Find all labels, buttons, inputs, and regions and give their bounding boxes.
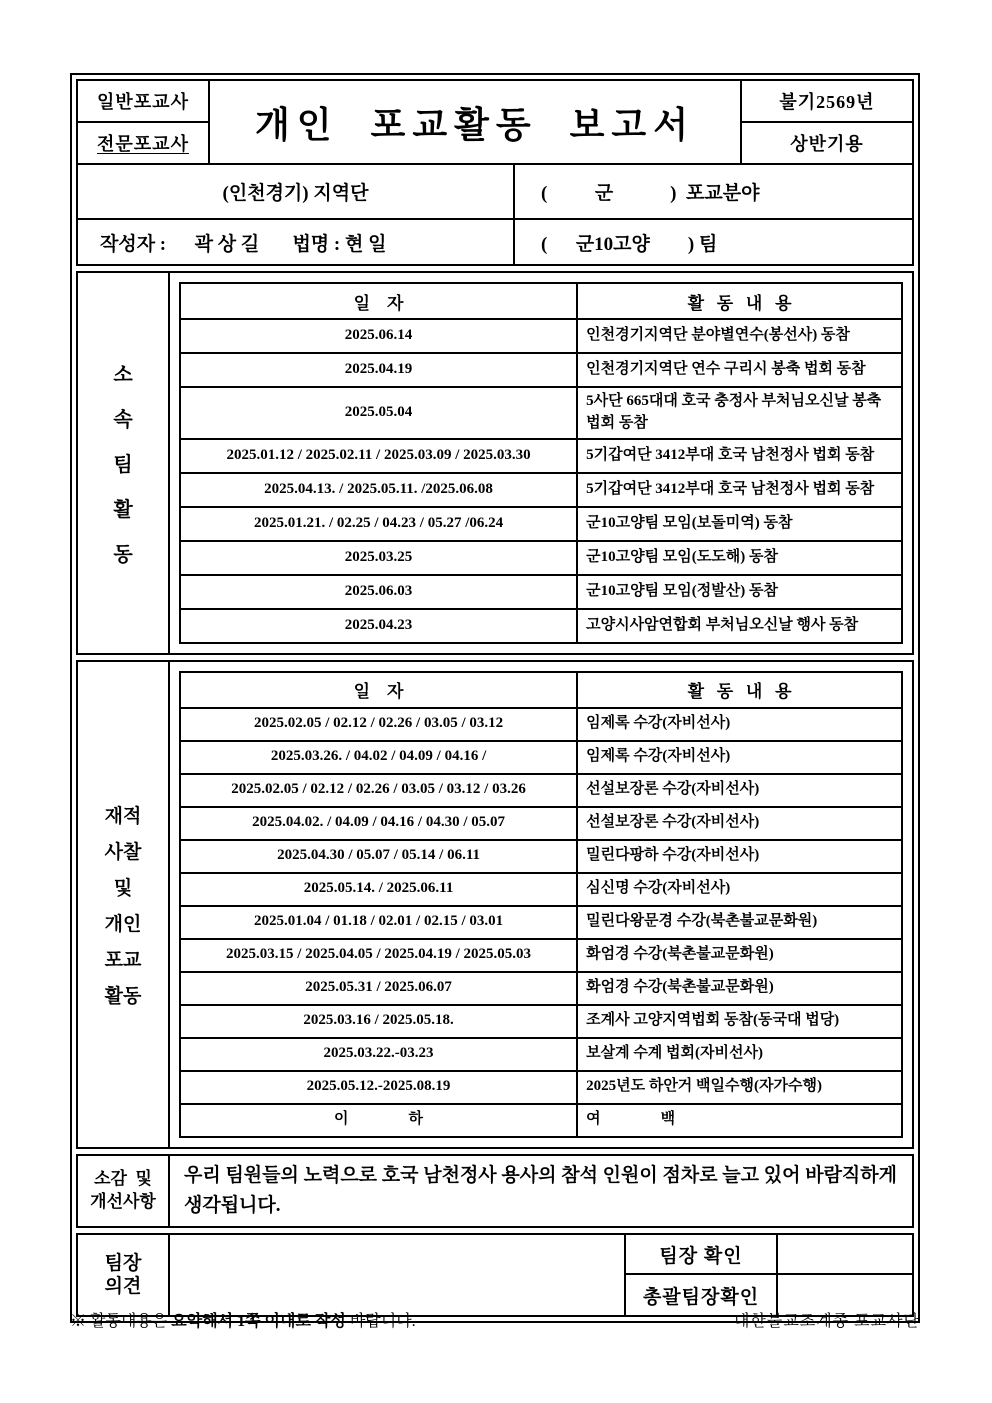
label-char: 동 <box>113 544 133 567</box>
team-activity-row <box>180 439 902 473</box>
activity-date: 2025.02.05 / 02.12 / 02.26 / 03.05 / 03.12 <box>180 708 577 741</box>
activity-description: 여 백 <box>577 1104 902 1137</box>
section-team-label <box>78 273 170 653</box>
activity-description: 밀린다팡하 수강(자비선사) <box>577 840 902 873</box>
activity-date: 이 하 <box>180 1104 577 1137</box>
activity-date: 2025.04.30 / 05.07 / 05.14 / 06.11 <box>180 840 577 873</box>
activity-date: 2025.05.31 / 2025.06.07 <box>180 972 577 1005</box>
label-line: 및 <box>113 877 133 899</box>
personal-activity-row <box>180 840 902 873</box>
table-header-row <box>180 672 902 708</box>
activity-description: 5기갑여단 3412부대 호국 남천정사 법회 동참 <box>577 439 902 473</box>
activity-date: 2025.05.12.-2025.08.19 <box>180 1071 577 1104</box>
badge-general-missionary: 일반포교사 <box>78 81 208 123</box>
footer <box>70 1308 920 1331</box>
activity-description: 군10고양팀 모임(도도해) 동참 <box>577 541 902 575</box>
activity-date: 2025.04.19 <box>180 353 577 387</box>
opinion-label-line2: 의견 <box>104 1276 142 1298</box>
label-line: 사찰 <box>104 841 142 863</box>
footer-note-emphasis: 요약해서 1쪽 이내로 작성 <box>171 1313 346 1330</box>
activity-description: 군10고양팀 모임(보돌미역) 동참 <box>577 507 902 541</box>
personal-activity-row <box>180 741 902 774</box>
column-header-activity: 활 동 내 용 <box>577 672 902 708</box>
activity-description: 2025년도 하안거 백일수행(자가수행) <box>577 1071 902 1104</box>
missionary-type-column <box>78 81 210 163</box>
label-line: 개인 <box>104 913 142 935</box>
team-cell: ( 군10고양 ) 팀 <box>541 233 718 255</box>
region-row <box>78 163 912 218</box>
footer-note-prefix: ※ 활동내용은 <box>70 1313 172 1330</box>
half-year-label: 상반기용 <box>790 134 864 154</box>
personal-activity-row <box>180 873 902 906</box>
activity-date: 2025.03.22.-03.23 <box>180 1038 577 1071</box>
remarks-text: 우리 팀원들의 노력으로 호국 남천정사 용사의 참석 인원이 점차로 늘고 있어 바람직하게 생각됩니다. <box>184 1164 897 1216</box>
team-activity-row <box>180 609 902 643</box>
activity-date: 2025.01.04 / 01.18 / 02.01 / 02.15 / 03.01 <box>180 906 577 939</box>
personal-activity-row <box>180 972 902 1005</box>
team-activity-row <box>180 575 902 609</box>
remarks-label-line2: 개선사항 <box>90 1191 156 1211</box>
remarks-label-line1: 소감 및 <box>94 1168 152 1188</box>
activity-date: 2025.04.23 <box>180 609 577 643</box>
confirmation-grid <box>624 1235 912 1315</box>
label-char: 소 <box>113 364 133 387</box>
activity-description: 화엄경 수강(북촌불교문화원) <box>577 972 902 1005</box>
activity-description: 심신명 수강(자비선사) <box>577 873 902 906</box>
label-char: 속 <box>113 409 133 432</box>
column-header-date: 일 자 <box>180 672 577 708</box>
activity-description: 고양시사암연합회 부처님오신날 행사 동참 <box>577 609 902 643</box>
activity-description: 임제록 수강(자비선사) <box>577 708 902 741</box>
team-activity-row <box>180 473 902 507</box>
opinion-content-blank <box>170 1235 624 1315</box>
team-activity-row <box>180 353 902 387</box>
activity-description: 5사단 665대대 호국 충정사 부처님오신날 봉축 법회 동참 <box>577 387 902 439</box>
header-table <box>76 79 914 266</box>
personal-activity-row <box>180 1005 902 1038</box>
activity-description: 밀린다왕문경 수강(북촌불교문화원) <box>577 906 902 939</box>
activity-description: 선설보장론 수강(자비선사) <box>577 807 902 840</box>
team-activities-table <box>179 282 903 644</box>
personal-activities-table-wrap <box>170 662 912 1147</box>
activity-description: 인천경기지역단 연수 구리시 봉축 법회 동참 <box>577 353 902 387</box>
activity-date: 2025.06.03 <box>180 575 577 609</box>
period-column <box>740 81 912 163</box>
table-header-row <box>180 283 902 319</box>
activity-date: 2025.04.13. / 2025.05.11. /2025.06.08 <box>180 473 577 507</box>
general-leader-confirm-label: 총괄팀장확인 <box>626 1275 778 1315</box>
column-header-date: 일 자 <box>180 283 577 319</box>
era-year-label: 불기2569년 <box>742 81 912 123</box>
leader-confirm-blank <box>778 1235 914 1275</box>
mission-field-cell: ( 군 ) 포교분야 <box>541 183 760 204</box>
team-activity-row <box>180 319 902 353</box>
personal-activity-row <box>180 1104 902 1137</box>
footer-note <box>70 1308 416 1331</box>
activity-date: 2025.05.04 <box>180 387 577 439</box>
header-title-row <box>78 81 912 163</box>
section-leader-opinion <box>76 1233 914 1317</box>
activity-date: 2025.03.16 / 2025.05.18. <box>180 1005 577 1038</box>
section-team-activities <box>76 271 914 655</box>
leader-confirm-label: 팀장 확인 <box>626 1235 778 1275</box>
page-frame <box>70 73 920 1323</box>
personal-activity-row <box>180 774 902 807</box>
section-personal-label <box>78 662 170 1147</box>
label-char: 팀 <box>113 454 133 477</box>
author-row <box>78 218 912 264</box>
activity-date: 2025.03.26. / 04.02 / 04.09 / 04.16 / <box>180 741 577 774</box>
section-remarks <box>76 1154 914 1229</box>
activity-description: 군10고양팀 모임(정발산) 동참 <box>577 575 902 609</box>
personal-activity-row <box>180 807 902 840</box>
activity-date: 2025.05.14. / 2025.06.11 <box>180 873 577 906</box>
personal-activity-row <box>180 1038 902 1071</box>
section-personal-activities <box>76 660 914 1149</box>
label-line: 활동 <box>104 985 142 1007</box>
team-activity-row <box>180 387 902 439</box>
footer-organization: 대한불교조계종 포교사단 <box>733 1313 920 1330</box>
column-header-activity: 활 동 내 용 <box>577 283 902 319</box>
activity-date: 2025.03.15 / 2025.04.05 / 2025.04.19 / 2025.05.03 <box>180 939 577 972</box>
label-line: 재적 <box>104 805 142 827</box>
region-cell: (인천경기) 지역단 <box>78 165 515 218</box>
personal-activity-row <box>180 708 902 741</box>
remarks-label <box>78 1156 170 1227</box>
activity-date: 2025.06.14 <box>180 319 577 353</box>
activity-date: 2025.02.05 / 02.12 / 02.26 / 03.05 / 03.12 / 03.26 <box>180 774 577 807</box>
footer-note-suffix: 바랍니다. <box>345 1313 416 1330</box>
author-cell: 작성자 : 곽 상 길 법명 : 현 일 <box>78 220 515 264</box>
activity-description: 조계사 고양지역법회 동참(동국대 법당) <box>577 1005 902 1038</box>
activity-date: 2025.01.21. / 02.25 / 04.23 / 05.27 /06.24 <box>180 507 577 541</box>
page-title: 개인 포교활동 보고서 <box>255 104 695 145</box>
activity-description: 화엄경 수강(북촌불교문화원) <box>577 939 902 972</box>
activity-description: 선설보장론 수강(자비선사) <box>577 774 902 807</box>
personal-activity-row <box>180 1071 902 1104</box>
activity-date: 2025.04.02. / 04.09 / 04.16 / 04.30 / 05.07 <box>180 807 577 840</box>
activity-description: 보살계 수계 법회(자비선사) <box>577 1038 902 1071</box>
team-activity-row <box>180 541 902 575</box>
badge-professional-missionary: 전문포교사 <box>97 134 189 154</box>
label-line: 포교 <box>104 949 142 971</box>
personal-activities-table <box>179 671 903 1138</box>
opinion-label-line1: 팀장 <box>104 1252 142 1274</box>
opinion-label <box>78 1235 170 1315</box>
personal-activity-row <box>180 939 902 972</box>
activity-description: 임제록 수강(자비선사) <box>577 741 902 774</box>
activity-description: 5기갑여단 3412부대 호국 남천정사 법회 동참 <box>577 473 902 507</box>
activity-date: 2025.03.25 <box>180 541 577 575</box>
team-activities-table-wrap <box>170 273 912 653</box>
team-activity-row <box>180 507 902 541</box>
activity-description: 인천경기지역단 분야별연수(봉선사) 동참 <box>577 319 902 353</box>
personal-activity-row <box>180 906 902 939</box>
label-char: 활 <box>113 499 133 522</box>
activity-date: 2025.01.12 / 2025.02.11 / 2025.03.09 / 2025.03.30 <box>180 439 577 473</box>
